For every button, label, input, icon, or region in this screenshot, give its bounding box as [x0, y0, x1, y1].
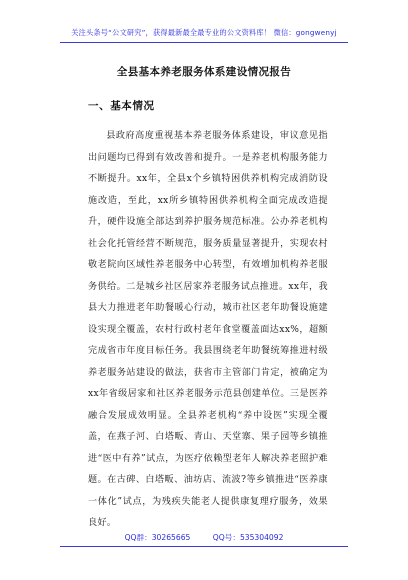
document-body — [88, 126, 328, 535]
footer-qq-number: QQ号：535304092 — [212, 533, 284, 542]
footer-divider — [60, 546, 348, 547]
header-divider — [60, 42, 348, 43]
document-title: 全县基本养老服务体系建设情况报告 — [116, 66, 292, 78]
footer-qq-group: QQ群：30265665 — [124, 533, 191, 542]
footer-contacts — [0, 532, 408, 543]
section-heading: 一、基本情况 — [88, 100, 155, 112]
header-note: 关注头条号“公文研究”，获得最新最全最专业的公文资料库！ 微信：gongwenyj — [71, 28, 337, 37]
body-paragraph: 县政府高度重视基本养老服务体系建设，审议意见指出问题均已得到有效改善和提升。一是养老机构服务能力不断提升。xx年，全县x个乡镇特困供养机构完成消防设施改造，至此，xx所乡镇特困供养机构全面完成改造提升，硬件设施全部达到养护服务规范标准。公办养老机构社会化托管经营不断规范，服务质量显著提升，实现农村敬老院向区域性养老服务中心转型，有效增加机构养老服务供给。二是城乡社区居家养老服务试点推进。xx年，我县大力推进老年助餐暖心行动，城市社区老年助餐设施建设实现全覆盖，农村行政村老年食堂覆盖面达xx%，超额完成省市年度目标任务。我县围绕老年助餐统筹推进村级养老服务站建设的做法，获省市主管部门肯定，被确定为xx年省级居家和社区养老服务示范县创建单位。三是医养融合发展成效明显。全县养老机构“养中设医”实现全覆盖，在燕子河、白塔畈、青山、天堂寨、果子园等乡镇推进“医中有养”试点，为医疗依赖型老年人解决养老照护难题。在古碑、白塔畈、油坊店、流波?等乡镇推进“医养康一体化”试点，为残疾失能老人提供康复理疗服务，效果良好。 — [88, 131, 328, 528]
